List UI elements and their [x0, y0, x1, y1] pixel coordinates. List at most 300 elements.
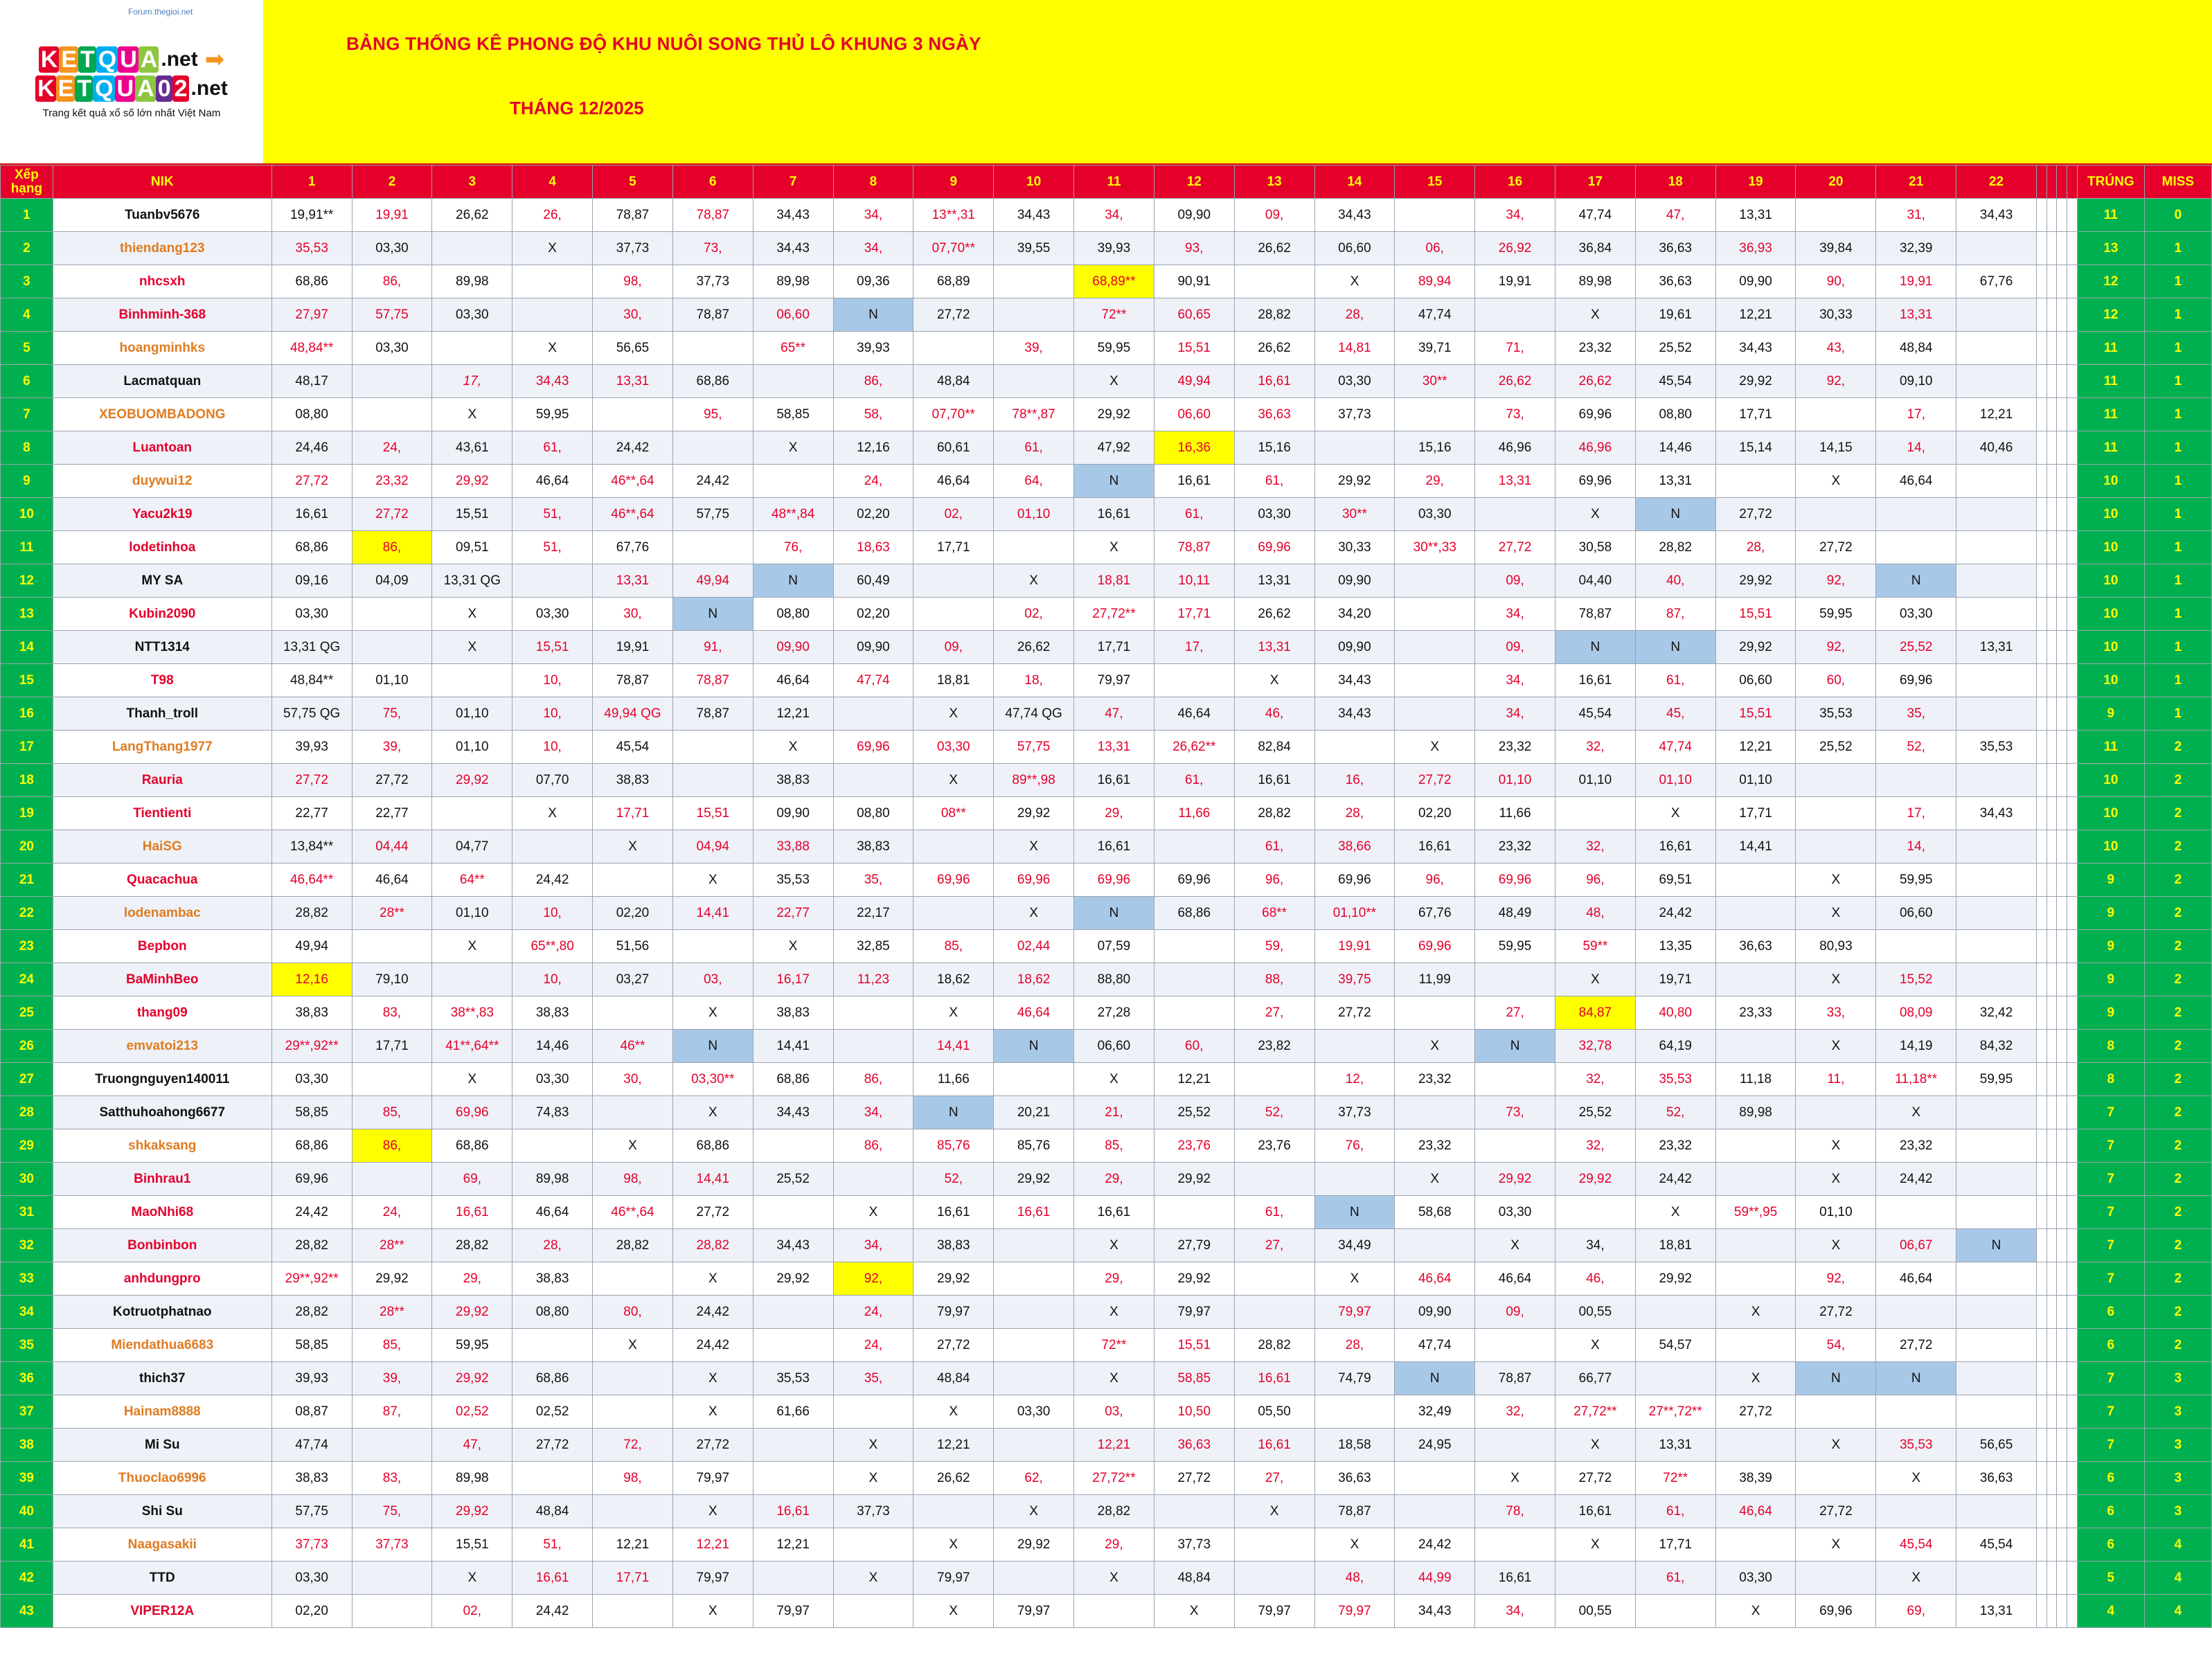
cell-day-9: X [913, 764, 994, 797]
cell-nik[interactable]: lodetinhoa [53, 531, 271, 564]
cell-day-4: 28, [512, 1229, 593, 1262]
cell-day-4: 07,70 [512, 764, 593, 797]
cell-day-8 [833, 764, 913, 797]
cell-day-8: 92, [833, 1262, 913, 1296]
cell-nik[interactable]: Tuanbv5676 [53, 199, 271, 232]
cell-day-20: X [1796, 1129, 1876, 1163]
cell-nik[interactable]: shkaksang [53, 1129, 271, 1163]
cell-day-20: 69,96 [1796, 1595, 1876, 1628]
cell-day-22 [1956, 1296, 2037, 1329]
cell-day-15 [1395, 199, 1475, 232]
cell-day-1: 48,84** [271, 332, 352, 365]
cell-day-10: 29,92 [994, 797, 1074, 830]
cell-day-11: X [1074, 1362, 1154, 1395]
cell-spacer [2057, 1429, 2067, 1462]
cell-nik[interactable]: Thuoclao6996 [53, 1462, 271, 1495]
cell-day-21: 13,31 [1876, 298, 1956, 332]
cell-day-11: 27,72** [1074, 598, 1154, 631]
cell-nik[interactable]: Rauria [53, 764, 271, 797]
cell-day-18: 23,32 [1635, 1129, 1715, 1163]
cell-day-8: 58, [833, 398, 913, 431]
cell-day-4: X [512, 332, 593, 365]
cell-spacer [2036, 1595, 2046, 1628]
table-row [1, 1595, 2212, 1628]
cell-nik[interactable]: Miendathua6683 [53, 1329, 271, 1362]
cell-day-10: 18, [994, 664, 1074, 697]
cell-day-20 [1796, 1562, 1876, 1595]
cell-nik[interactable]: Bepbon [53, 930, 271, 963]
cell-day-6 [672, 764, 753, 797]
cell-day-21: 15,52 [1876, 963, 1956, 996]
cell-day-9: 60,61 [913, 431, 994, 465]
cell-day-8 [833, 1163, 913, 1196]
logo2-digit-0: 0 [156, 75, 172, 102]
cell-day-12: 48,84 [1154, 1562, 1234, 1595]
cell-day-15: 58,68 [1395, 1196, 1475, 1229]
cell-day-16: 69,96 [1475, 864, 1555, 897]
cell-day-1: 27,72 [271, 465, 352, 498]
cell-day-12: 93, [1154, 232, 1234, 265]
cell-spacer [2067, 1562, 2078, 1595]
cell-day-20: 92, [1796, 631, 1876, 664]
cell-day-3: 29,92 [432, 1296, 512, 1329]
table-row [1, 598, 2212, 631]
cell-day-17: X [1555, 498, 1635, 531]
cell-day-19 [1715, 1262, 1796, 1296]
cell-day-14: N [1314, 1196, 1395, 1229]
cell-trung: 9 [2077, 963, 2144, 996]
cell-nik[interactable]: thiendang123 [53, 232, 271, 265]
cell-miss: 0 [2144, 199, 2211, 232]
cell-nik[interactable]: Yacu2k19 [53, 498, 271, 531]
cell-day-5: X [593, 1129, 673, 1163]
cell-day-21: 25,52 [1876, 631, 1956, 664]
table-row [1, 1495, 2212, 1528]
cell-day-16: 73, [1475, 1096, 1555, 1129]
cell-day-18: 27**,72** [1635, 1395, 1715, 1429]
cell-day-10: 26,62 [994, 631, 1074, 664]
cell-day-9: 13**,31 [913, 199, 994, 232]
cell-day-7: 48**,84 [753, 498, 833, 531]
table-row [1, 996, 2212, 1030]
title-block [263, 0, 2212, 163]
cell-day-19: 17,71 [1715, 797, 1796, 830]
cell-day-21: 06,60 [1876, 897, 1956, 930]
cell-day-14 [1314, 1163, 1395, 1196]
cell-day-21: 24,42 [1876, 1163, 1956, 1196]
cell-day-15: 47,74 [1395, 298, 1475, 332]
logo2-letter-q: Q [93, 75, 114, 102]
cell-day-7: 38,83 [753, 996, 833, 1030]
cell-day-10: X [994, 564, 1074, 598]
cell-rank: 23 [1, 930, 53, 963]
cell-day-12: 29,92 [1154, 1262, 1234, 1296]
cell-nik[interactable]: Luantoan [53, 431, 271, 465]
cell-day-1: 39,93 [271, 1362, 352, 1395]
cell-day-16: 59,95 [1475, 930, 1555, 963]
cell-day-7: 16,61 [753, 1495, 833, 1528]
cell-day-19 [1715, 963, 1796, 996]
cell-spacer [2067, 332, 2078, 365]
cell-day-20: 35,53 [1796, 697, 1876, 731]
cell-day-9 [913, 598, 994, 631]
cell-day-16: 34, [1475, 199, 1555, 232]
cell-day-11: 59,95 [1074, 332, 1154, 365]
cell-day-17: 78,87 [1555, 598, 1635, 631]
cell-nik[interactable]: Mi Su [53, 1429, 271, 1462]
cell-day-11: 72** [1074, 298, 1154, 332]
col-header-9: 9 [913, 166, 994, 199]
cell-day-11: 06,60 [1074, 1030, 1154, 1063]
cell-day-16: 01,10 [1475, 764, 1555, 797]
stats-table [0, 165, 2212, 1628]
cell-miss: 3 [2144, 1429, 2211, 1462]
cell-rank: 3 [1, 265, 53, 298]
cell-nik[interactable]: LangThang1977 [53, 731, 271, 764]
col-header-13: 13 [1234, 166, 1314, 199]
cell-nik[interactable]: thang09 [53, 996, 271, 1030]
cell-day-7: 08,80 [753, 598, 833, 631]
cell-day-8: X [833, 1562, 913, 1595]
cell-day-3: 64** [432, 864, 512, 897]
cell-spacer [2057, 1063, 2067, 1096]
cell-spacer [2046, 465, 2057, 498]
cell-day-1: 16,61 [271, 498, 352, 531]
cell-day-22: 32,42 [1956, 996, 2037, 1030]
cell-day-21: X [1876, 1462, 1956, 1495]
cell-day-5 [593, 864, 673, 897]
cell-day-19 [1715, 465, 1796, 498]
cell-day-2: 39, [352, 1362, 432, 1395]
cell-day-14: 06,60 [1314, 232, 1395, 265]
cell-day-22: 35,53 [1956, 731, 2037, 764]
cell-day-16: 32, [1475, 1395, 1555, 1429]
cell-day-3: X [432, 1562, 512, 1595]
cell-day-12: 68,86 [1154, 897, 1234, 930]
site-logo[interactable] [0, 0, 263, 163]
cell-spacer [2046, 797, 2057, 830]
cell-day-9: X [913, 697, 994, 731]
cell-day-12: 37,73 [1154, 1528, 1234, 1562]
cell-spacer [2046, 1528, 2057, 1562]
cell-day-6: 37,73 [672, 265, 753, 298]
cell-spacer [2057, 1329, 2067, 1362]
cell-day-13: 27, [1234, 1462, 1314, 1495]
cell-day-8 [833, 1395, 913, 1429]
cell-nik[interactable]: lodenambac [53, 897, 271, 930]
cell-day-8 [833, 1030, 913, 1063]
cell-day-13 [1234, 1063, 1314, 1096]
cell-day-5: 17,71 [593, 1562, 673, 1595]
cell-nik[interactable]: duywui12 [53, 465, 271, 498]
cell-day-21: X [1876, 1096, 1956, 1129]
cell-day-4: 08,80 [512, 1296, 593, 1329]
cell-day-19: 23,33 [1715, 996, 1796, 1030]
cell-day-4: 16,61 [512, 1562, 593, 1595]
cell-miss: 2 [2144, 963, 2211, 996]
table-row [1, 1562, 2212, 1595]
cell-day-15: 02,20 [1395, 797, 1475, 830]
cell-nik[interactable]: Binhrau1 [53, 1163, 271, 1196]
cell-day-15: 23,32 [1395, 1063, 1475, 1096]
cell-nik[interactable]: VIPER12A [53, 1595, 271, 1628]
logo-letter-t: T [78, 46, 96, 73]
cell-day-4: 26, [512, 199, 593, 232]
cell-rank: 4 [1, 298, 53, 332]
cell-day-7: 65** [753, 332, 833, 365]
cell-spacer [2057, 1595, 2067, 1628]
cell-day-16: 23,32 [1475, 731, 1555, 764]
cell-day-18: 18,81 [1635, 1229, 1715, 1262]
cell-spacer [2046, 598, 2057, 631]
cell-day-14: 34,20 [1314, 598, 1395, 631]
col-header-16: 16 [1475, 166, 1555, 199]
cell-nik[interactable]: Kubin2090 [53, 598, 271, 631]
cell-spacer [2036, 498, 2046, 531]
cell-day-22: 34,43 [1956, 199, 2037, 232]
logo2-letter-k: K [35, 75, 56, 102]
col-header-10: 10 [994, 166, 1074, 199]
cell-day-22: N [1956, 1229, 2037, 1262]
cell-day-6: 68,86 [672, 365, 753, 398]
cell-day-3: 13,31 QG [432, 564, 512, 598]
cell-day-7: 46,64 [753, 664, 833, 697]
cell-day-18: 69,51 [1635, 864, 1715, 897]
cell-day-22 [1956, 1362, 2037, 1395]
cell-day-9: 08** [913, 797, 994, 830]
cell-day-13 [1234, 1262, 1314, 1296]
cell-spacer [2046, 199, 2057, 232]
cell-spacer [2046, 1429, 2057, 1462]
cell-day-5 [593, 398, 673, 431]
cell-day-18: 40,80 [1635, 996, 1715, 1030]
cell-nik[interactable]: HaiSG [53, 830, 271, 864]
cell-nik[interactable]: XEOBUOMBADONG [53, 398, 271, 431]
cell-day-2 [352, 598, 432, 631]
cell-day-13: 23,82 [1234, 1030, 1314, 1063]
logo-letter-k: K [39, 46, 60, 73]
cell-day-9: 29,92 [913, 1262, 994, 1296]
cell-day-7: 22,77 [753, 897, 833, 930]
cell-day-18: 61, [1635, 664, 1715, 697]
cell-nik[interactable]: Tientienti [53, 797, 271, 830]
cell-day-20: X [1796, 864, 1876, 897]
cell-day-11: N [1074, 465, 1154, 498]
cell-day-21 [1876, 498, 1956, 531]
cell-nik[interactable]: NTT1314 [53, 631, 271, 664]
cell-day-2: 86, [352, 265, 432, 298]
cell-day-14: 14,81 [1314, 332, 1395, 365]
table-row [1, 1362, 2212, 1395]
cell-nik[interactable]: Shi Su [53, 1495, 271, 1528]
cell-nik[interactable]: Lacmatquan [53, 365, 271, 398]
cell-spacer [2057, 564, 2067, 598]
cell-day-13: 79,97 [1234, 1595, 1314, 1628]
cell-day-1: 48,17 [271, 365, 352, 398]
cell-nik[interactable]: Binhminh-368 [53, 298, 271, 332]
cell-nik[interactable]: Satthuhoahong6677 [53, 1096, 271, 1129]
cell-nik[interactable]: Thanh_troll [53, 697, 271, 731]
cell-day-22 [1956, 332, 2037, 365]
table-row [1, 764, 2212, 797]
cell-day-20: 27,72 [1796, 1296, 1876, 1329]
cell-day-15: 24,42 [1395, 1528, 1475, 1562]
cell-spacer [2067, 930, 2078, 963]
cell-nik[interactable]: Quacachua [53, 864, 271, 897]
cell-day-2: 75, [352, 1495, 432, 1528]
cell-day-1: 38,83 [271, 1462, 352, 1495]
cell-spacer [2057, 1562, 2067, 1595]
cell-nik[interactable]: anhdungpro [53, 1262, 271, 1296]
cell-day-1: 35,53 [271, 232, 352, 265]
cell-day-2 [352, 398, 432, 431]
cell-day-19: X [1715, 1362, 1796, 1395]
cell-spacer [2036, 1495, 2046, 1528]
cell-spacer [2067, 764, 2078, 797]
cell-day-14: 12, [1314, 1063, 1395, 1096]
cell-spacer [2057, 199, 2067, 232]
cell-trung: 12 [2077, 265, 2144, 298]
cell-day-20: X [1796, 1030, 1876, 1063]
cell-miss: 2 [2144, 897, 2211, 930]
cell-miss: 3 [2144, 1495, 2211, 1528]
cell-day-11: 13,31 [1074, 731, 1154, 764]
cell-trung: 10 [2077, 830, 2144, 864]
cell-nik[interactable]: hoangminhks [53, 332, 271, 365]
cell-trung: 8 [2077, 1063, 2144, 1096]
cell-spacer [2067, 1063, 2078, 1096]
cell-spacer [2046, 1595, 2057, 1628]
cell-nik[interactable]: Truongnguyen140011 [53, 1063, 271, 1096]
table-row [1, 1163, 2212, 1196]
cell-day-4: 68,86 [512, 1362, 593, 1395]
cell-day-16 [1475, 1329, 1555, 1362]
cell-day-4: 61, [512, 431, 593, 465]
cell-day-4: X [512, 797, 593, 830]
cell-day-22 [1956, 1129, 2037, 1163]
cell-spacer [2036, 598, 2046, 631]
header-row [1, 166, 2212, 199]
cell-trung: 13 [2077, 232, 2144, 265]
cell-day-14 [1314, 1030, 1395, 1063]
cell-day-14: 18,58 [1314, 1429, 1395, 1462]
cell-day-16: 03,30 [1475, 1196, 1555, 1229]
cell-day-22: 59,95 [1956, 1063, 2037, 1096]
cell-trung: 11 [2077, 199, 2144, 232]
cell-day-2: 19,91 [352, 199, 432, 232]
cell-nik[interactable]: MaoNhi68 [53, 1196, 271, 1229]
cell-day-2: 86, [352, 531, 432, 564]
cell-day-12: 25,52 [1154, 1096, 1234, 1129]
cell-day-20: X [1796, 1229, 1876, 1262]
cell-rank: 26 [1, 1030, 53, 1063]
cell-day-6: X [672, 996, 753, 1030]
cell-day-15 [1395, 598, 1475, 631]
cell-spacer [2067, 564, 2078, 598]
col-header-8: 8 [833, 166, 913, 199]
cell-day-20: 27,72 [1796, 531, 1876, 564]
logo2-letter-t: T [75, 75, 93, 102]
cell-spacer [2067, 199, 2078, 232]
cell-nik[interactable]: Bonbinbon [53, 1229, 271, 1262]
cell-rank: 43 [1, 1595, 53, 1628]
cell-nik[interactable]: MY SA [53, 564, 271, 598]
cell-day-8: 69,96 [833, 731, 913, 764]
cell-nik[interactable]: Hainam8888 [53, 1395, 271, 1429]
cell-nik[interactable]: BaMinhBeo [53, 963, 271, 996]
cell-day-15: 27,72 [1395, 764, 1475, 797]
cell-day-22 [1956, 864, 2037, 897]
cell-nik[interactable]: emvatoi213 [53, 1030, 271, 1063]
cell-day-20 [1796, 498, 1876, 531]
cell-day-10: 16,61 [994, 1196, 1074, 1229]
cell-day-7 [753, 1196, 833, 1229]
cell-day-4: 10, [512, 697, 593, 731]
cell-nik[interactable]: TTD [53, 1562, 271, 1595]
cell-day-19: 12,21 [1715, 731, 1796, 764]
cell-day-6: 24,42 [672, 1329, 753, 1362]
table-row [1, 897, 2212, 930]
cell-day-12: 26,62** [1154, 731, 1234, 764]
cell-trung: 10 [2077, 531, 2144, 564]
cell-day-22 [1956, 1562, 2037, 1595]
cell-day-19: 14,41 [1715, 830, 1796, 864]
cell-day-18: 36,63 [1635, 232, 1715, 265]
cell-day-3 [432, 664, 512, 697]
cell-spacer [2057, 332, 2067, 365]
cell-day-4 [512, 830, 593, 864]
cell-day-11: 69,96 [1074, 864, 1154, 897]
cell-spacer [2046, 830, 2057, 864]
cell-miss: 3 [2144, 1395, 2211, 1429]
cell-day-13: 26,62 [1234, 232, 1314, 265]
cell-day-15 [1395, 631, 1475, 664]
cell-nik[interactable]: nhcsxh [53, 265, 271, 298]
cell-day-5: 80, [593, 1296, 673, 1329]
cell-spacer [2057, 1096, 2067, 1129]
cell-day-4: 46,64 [512, 465, 593, 498]
cell-day-19: 29,92 [1715, 564, 1796, 598]
cell-day-13 [1234, 1296, 1314, 1329]
cell-day-9: 02, [913, 498, 994, 531]
cell-spacer [2067, 1096, 2078, 1129]
cell-day-5: 12,21 [593, 1528, 673, 1562]
cell-day-2: 85, [352, 1096, 432, 1129]
cell-nik[interactable]: Naagasakii [53, 1528, 271, 1562]
cell-day-17: 30,58 [1555, 531, 1635, 564]
cell-day-5: 78,87 [593, 199, 673, 232]
cell-spacer [2036, 465, 2046, 498]
cell-nik[interactable]: T98 [53, 664, 271, 697]
table-row [1, 465, 2212, 498]
cell-day-19 [1715, 1030, 1796, 1063]
cell-day-18: 45,54 [1635, 365, 1715, 398]
cell-day-15: 29, [1395, 465, 1475, 498]
cell-day-10: 89**,98 [994, 764, 1074, 797]
cell-trung: 9 [2077, 897, 2144, 930]
cell-day-16 [1475, 1528, 1555, 1562]
cell-day-17: 32, [1555, 1129, 1635, 1163]
cell-day-22 [1956, 963, 2037, 996]
cell-nik[interactable]: Kotruotphatnao [53, 1296, 271, 1329]
cell-trung: 7 [2077, 1395, 2144, 1429]
cell-nik[interactable]: thich37 [53, 1362, 271, 1395]
cell-spacer [2067, 897, 2078, 930]
cell-day-3: X [432, 930, 512, 963]
cell-day-10: 01,10 [994, 498, 1074, 531]
logo2-digit-2: 2 [172, 75, 189, 102]
cell-day-17 [1555, 1196, 1635, 1229]
